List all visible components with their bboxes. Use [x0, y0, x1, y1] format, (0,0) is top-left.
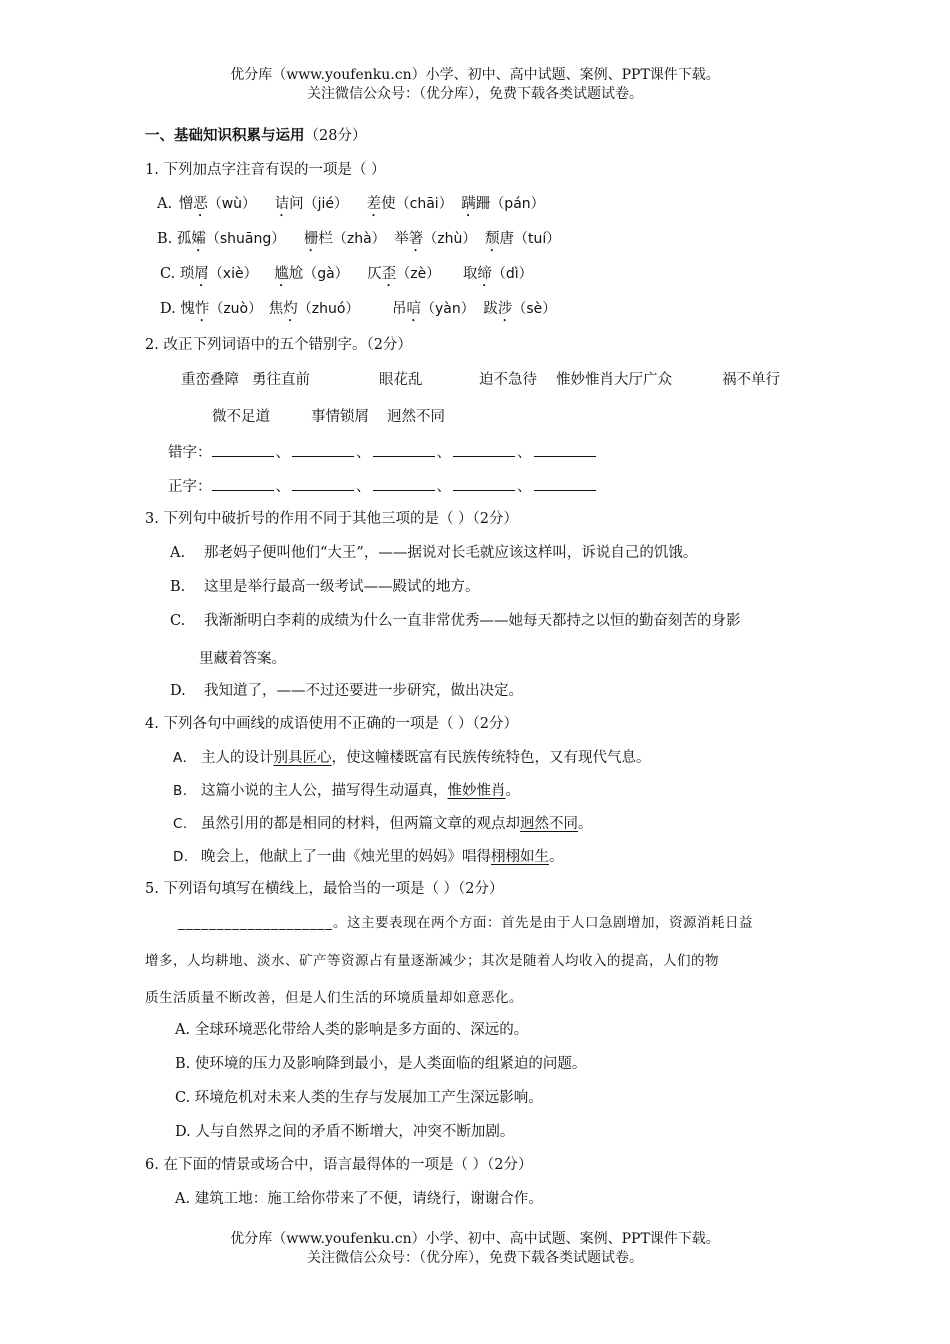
header-line-1: 优分库（www.youfenku.cn）小学、初中、高中试题、案例、PPT课件下载。	[230, 67, 720, 83]
q2-stem: 2. 改正下列词语中的五个错别字。（2分）	[145, 337, 412, 353]
blank-line[interactable]	[373, 442, 435, 457]
underlined-idiom: 惟妙惟肖	[447, 783, 506, 799]
right-label: 正字：	[168, 479, 212, 495]
q6-stem: 6. 在下面的情景或场合中，语言最得体的一项是（ ）（2分）	[145, 1157, 533, 1173]
q3-option-c: C. 我渐渐明白李莉的成绩为什么一直非常优秀——她每天都持之以恒的勤奋刻苦的身影	[170, 613, 741, 629]
q2-word-1: 重峦叠障	[181, 372, 239, 388]
blank-line[interactable]	[453, 442, 515, 457]
option-label: C.	[160, 266, 176, 282]
section-score: （28分）	[304, 128, 367, 144]
q6-option-a: A. 建筑工地：施工给你带来了不便，请绕行，谢谢合作。	[175, 1191, 543, 1207]
q5-para-2: 增多，人均耕地、淡水、矿产等资源占有量逐渐减少；其次是随着人均收入的提高，人们的物	[145, 953, 719, 969]
blank-line[interactable]	[453, 476, 515, 491]
q2-word-3: 眼花乱	[379, 372, 423, 388]
q3-option-b: B. 这里是举行最高一级考试——殿试的地方。	[170, 579, 480, 595]
q2-word-5: 惟妙惟肖大厅广众	[556, 372, 672, 388]
underlined-idiom: 栩栩如生	[491, 849, 549, 865]
option-label: A.	[157, 196, 173, 212]
footer-line-2: 关注微信公众号：（优分库），免费下载各类试题试卷。	[307, 1250, 643, 1266]
q1-option-c: C. 琐屑（xiè） 尴尬（gà） 仄歪（zè） 取缔（dì）	[160, 266, 533, 282]
q2-word-4: 迫不急待	[479, 372, 537, 388]
q3-option-a: A. 那老妈子便叫他们“大王”，——据说对长毛就应该这样叫，诉说自己的饥饿。	[170, 545, 698, 561]
header-line-2: 关注微信公众号：（优分库），免费下载各类试题试卷。	[307, 86, 643, 102]
q1-stem: 1. 下列加点字注音有误的一项是（ ）	[145, 162, 386, 178]
q2-word-9: 迥然不同	[387, 409, 445, 425]
q2-wrong-row: 错字： 、 、 、 、	[168, 442, 596, 463]
q5-option-a: A. 全球环境恶化带给人类的影响是多方面的、深远的。	[175, 1022, 529, 1038]
q5-stem: 5. 下列语句填写在横线上，最恰当的一项是（ ）（2分）	[145, 881, 504, 897]
q3-option-c-cont: 里藏着答案。	[199, 651, 286, 667]
fill-blank[interactable]: ____________________	[178, 915, 333, 931]
wrong-label: 错字：	[168, 445, 212, 461]
q5-option-d: D. 人与自然界之间的矛盾不断增大，冲突不断加剧。	[175, 1124, 515, 1140]
footer-line-1: 优分库（www.youfenku.cn）小学、初中、高中试题、案例、PPT课件下载。	[230, 1231, 720, 1247]
blank-line[interactable]	[373, 476, 435, 491]
q4-option-a: A. 主人的设计别具匠心，使这幢楼既富有民族传统特色，又有现代气息。	[173, 750, 651, 766]
q2-word-8: 事情锁屑	[311, 409, 369, 425]
q1-option-d: D. 愧怍（zuò） 焦灼（zhuó） 吊唁（yàn） 跋涉（sè）	[160, 301, 557, 317]
section-title-text: 一、基础知识积累与运用	[145, 127, 305, 144]
blank-line[interactable]	[534, 442, 596, 457]
q4-option-c: C. 虽然引用的都是相同的材料，但两篇文章的观点却迥然不同。	[173, 816, 593, 832]
q2-word-6: 祸不单行	[722, 372, 780, 388]
page-header	[0, 66, 950, 104]
blank-line[interactable]	[292, 442, 354, 457]
q4-stem: 4. 下列各句中画线的成语使用不正确的一项是（ ）（2分）	[145, 716, 519, 732]
page-footer	[0, 1230, 950, 1268]
blank-line[interactable]	[534, 476, 596, 491]
q5-para-1: ____________________。这主要表现在两个方面：首先是由于人口急剧增加，资源消耗日益	[178, 915, 753, 931]
section-title	[145, 126, 366, 146]
blank-line[interactable]	[212, 476, 274, 491]
underlined-idiom: 迥然不同	[520, 816, 578, 832]
q5-option-c: C. 环境危机对未来人类的生存与发展加工产生深远影响。	[175, 1090, 543, 1106]
underlined-idiom: 别具匠心	[273, 750, 332, 766]
q5-para-3: 质生活质量不断改善，但是人们生活的环境质量却如意恶化。	[145, 990, 523, 1006]
blank-line[interactable]	[292, 476, 354, 491]
blank-line[interactable]	[212, 442, 274, 457]
q3-option-d: D. 我知道了，——不过还要进一步研究，做出决定。	[170, 683, 523, 699]
q1-option-a: A. 憎恶（wù） 诘问（jié） 差使（chāi） 蹒跚（pán）	[157, 196, 545, 212]
q3-stem: 3. 下列句中破折号的作用不同于其他三项的是（ ）（2分）	[145, 511, 519, 527]
q4-option-b: B. 这篇小说的主人公，描写得生动逼真，惟妙惟肖。	[173, 783, 520, 799]
q1-option-b: B. 孤孀（shuāng） 栅栏（zhà） 举箸（zhù） 颓唐（tuí）	[157, 231, 561, 247]
q2-word-2: 勇往直前	[252, 372, 310, 388]
option-label: B.	[157, 231, 173, 247]
q2-right-row: 正字： 、 、 、 、	[168, 476, 596, 497]
q4-option-d: D. 晚会上，他献上了一曲《烛光里的妈妈》唱得栩栩如生。	[173, 849, 564, 865]
q5-option-b: B. 使环境的压力及影响降到最小，是人类面临的组紧迫的问题。	[175, 1056, 587, 1072]
option-label: D.	[160, 301, 176, 317]
q2-word-7: 微不足道	[212, 409, 270, 425]
